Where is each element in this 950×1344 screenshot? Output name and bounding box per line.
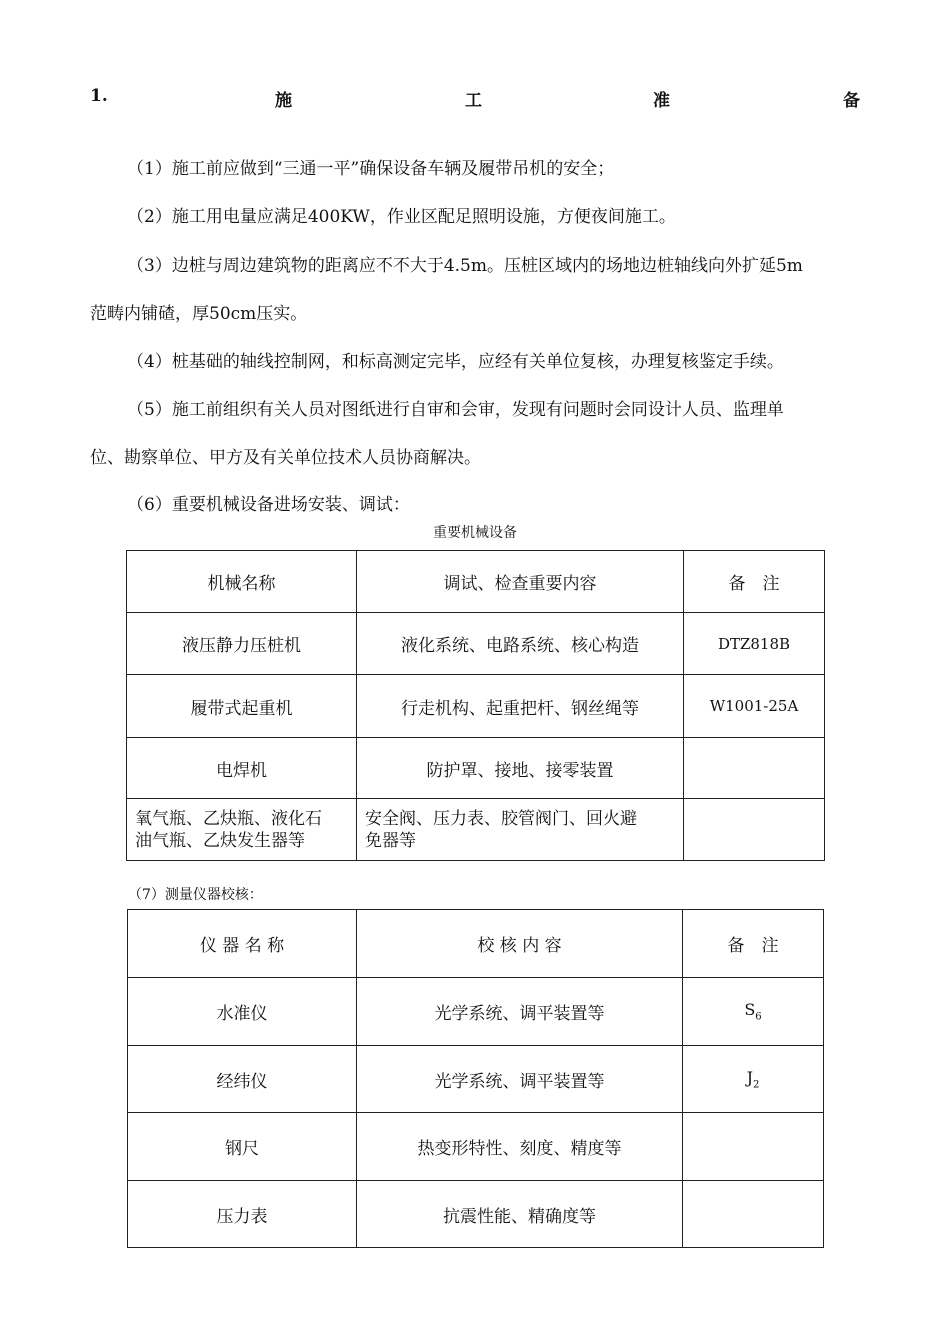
instrument-remark <box>683 1113 824 1181</box>
table-row <box>128 1181 824 1248</box>
header-remark: 备 注 <box>684 551 825 613</box>
machinery-table <box>126 550 825 861</box>
check-content: 防护罩、接地、接零装置 <box>357 738 684 799</box>
remark-subscript: 6 <box>755 1011 762 1023</box>
machine-name: 液压静力压桩机 <box>127 613 357 675</box>
instrument-name: 水准仪 <box>128 978 357 1046</box>
instrument-remark <box>683 978 824 1046</box>
check-content <box>357 799 684 861</box>
remark-symbol: J <box>746 1067 754 1087</box>
header-instrument-name: 仪 器 名 称 <box>128 910 357 978</box>
machine-remark: DTZ818B <box>684 613 825 675</box>
machine-remark <box>684 738 825 799</box>
table-row <box>127 675 825 738</box>
table-header-row <box>127 551 825 613</box>
machine-name-line-2: 油气瓶、乙炔发生器等 <box>135 830 305 851</box>
machine-name: 电焊机 <box>127 738 357 799</box>
table-row <box>128 1113 824 1181</box>
table-row <box>127 738 825 799</box>
calibration-content: 光学系统、调平装置等 <box>357 1046 683 1113</box>
header-check-content: 调试、检查重要内容 <box>357 551 684 613</box>
paragraph-2: （2）施工用电量应满足400KW，作业区配足照明设施，方便夜间施工。 <box>127 207 676 227</box>
section-heading <box>90 86 860 110</box>
paragraph-5-line-1: （5）施工前组织有关人员对图纸进行自审和会审，发现有问题时会同设计人员、监理单 <box>127 400 784 420</box>
header-remark: 备 注 <box>683 910 824 978</box>
header-machine-name: 机械名称 <box>127 551 357 613</box>
machine-name: 履带式起重机 <box>127 675 357 738</box>
instrument-name: 压力表 <box>128 1181 357 1248</box>
paragraph-3-line-1: （3）边桩与周边建筑物的距离应不不大于4.5m。压桩区域内的场地边桩轴线向外扩延5m <box>127 256 803 276</box>
machinery-table-caption: 重要机械设备 <box>433 525 517 541</box>
calibration-content: 光学系统、调平装置等 <box>357 978 683 1046</box>
check-content-line-1: 安全阀、压力表、胶管阀门、回火避 <box>365 808 637 829</box>
instrument-name: 经纬仪 <box>128 1046 357 1113</box>
table-header-row <box>128 910 824 978</box>
paragraph-3-line-2: 范畴内铺碴，厚50cm压实。 <box>90 304 308 324</box>
machine-name-line-1: 氧气瓶、乙炔瓶、液化石 <box>135 808 322 829</box>
paragraph-5-line-2: 位、勘察单位、甲方及有关单位技术人员协商解决。 <box>90 448 481 468</box>
table-row <box>128 978 824 1046</box>
machine-name <box>127 799 357 861</box>
table-row <box>127 613 825 675</box>
remark-symbol: S <box>744 1000 756 1020</box>
heading-char-3: 准 <box>653 91 670 111</box>
calibration-content: 抗震性能、精确度等 <box>357 1181 683 1248</box>
section-number: 1. <box>90 86 108 106</box>
instrument-remark <box>683 1046 824 1113</box>
header-calibration-content: 校 核 内 容 <box>357 910 683 978</box>
check-content: 液化系统、电路系统、核心构造 <box>357 613 684 675</box>
instrument-name: 钢尺 <box>128 1113 357 1181</box>
paragraph-6: （6）重要机械设备进场安装、调试： <box>127 495 410 515</box>
calibration-content: 热变形特性、刻度、精度等 <box>357 1113 683 1181</box>
heading-char-1: 施 <box>275 91 292 111</box>
heading-char-2: 工 <box>465 91 482 111</box>
instrument-section-label: （7）测量仪器校核： <box>128 887 263 903</box>
check-content-line-2: 免器等 <box>365 830 416 851</box>
remark-subscript: 2 <box>753 1079 760 1091</box>
paragraph-1: （1）施工前应做到“三通一平”确保设备车辆及履带吊机的安全； <box>127 159 615 179</box>
instrument-table <box>127 909 824 1248</box>
table-row <box>127 799 825 861</box>
table-row <box>128 1046 824 1113</box>
instrument-remark <box>683 1181 824 1248</box>
paragraph-4: （4）桩基础的轴线控制网，和标高测定完毕，应经有关单位复核，办理复核鉴定手续。 <box>127 352 784 372</box>
check-content: 行走机构、起重把杆、钢丝绳等 <box>357 675 684 738</box>
machine-remark <box>684 799 825 861</box>
machine-remark: W1001-25A <box>684 675 825 738</box>
heading-char-4: 备 <box>843 91 860 111</box>
